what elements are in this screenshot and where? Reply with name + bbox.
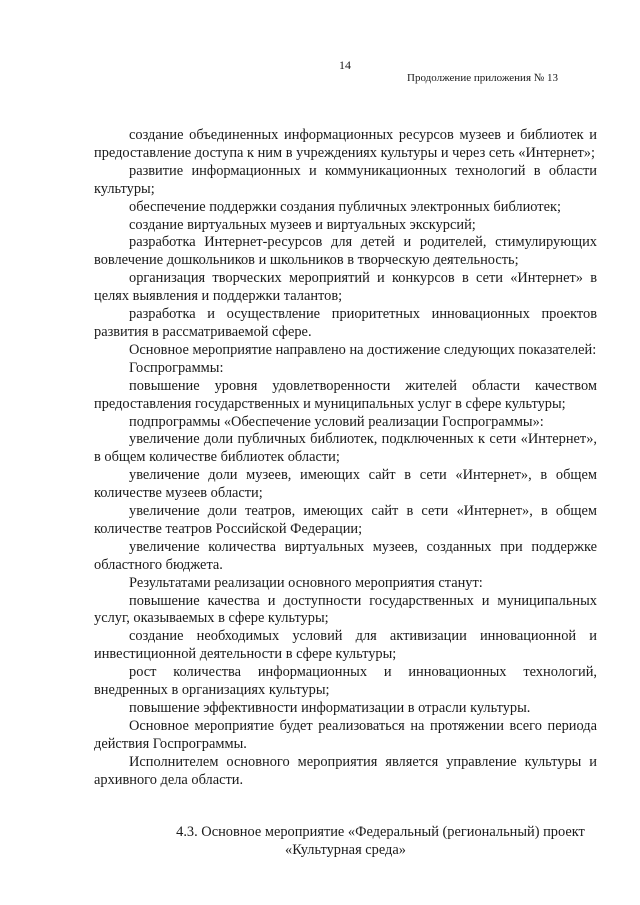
section-heading-line-2: «Культурная среда» — [285, 842, 406, 858]
paragraph: рост количества информационных и инновационных технологий, внедренных в организациях культуры; — [94, 664, 597, 699]
paragraph: Исполнителем основного мероприятия является управление культуры и архивного дела области. — [94, 753, 597, 788]
page-number: 14 — [339, 58, 351, 72]
paragraph: увеличение доли театров, имеющих сайт в сети «Интернет», в общем количестве театров Российской Федерации; — [94, 503, 597, 537]
section-heading — [94, 823, 597, 859]
paragraph: подпрограммы «Обеспечение условий реализации Госпрограммы»: — [129, 413, 544, 430]
paragraph: создание виртуальных музеев и виртуальных экскурсий; — [129, 216, 476, 233]
paragraph: Основное мероприятие направлено на достижение следующих показателей: — [129, 341, 597, 358]
paragraph: повышение уровня удовлетворенности жителей области качеством предоставления государственных и муниципальных услуг в сфере культуры; — [94, 377, 597, 412]
document-body — [94, 127, 597, 790]
paragraph: создание объединенных информационных ресурсов музеев и библиотек и предоставление доступа к ним в учреждениях культуры и через сеть «Интернет»; — [94, 127, 597, 161]
paragraph: повышение качества и доступности государственных и муниципальных услуг, оказываемых в сфере культуры; — [94, 592, 597, 627]
paragraph: развитие информационных и коммуникационных технологий в области культуры; — [94, 162, 597, 197]
paragraph: обеспечение поддержки создания публичных электронных библиотек; — [129, 198, 561, 215]
paragraph: создание необходимых условий для активизации инновационной и инвестиционной деятельности в сфере культуры; — [94, 628, 597, 663]
paragraph: увеличение количества виртуальных музеев, созданных при поддержке областного бюджета. — [94, 538, 597, 573]
paragraph: увеличение доли музеев, имеющих сайт в сети «Интернет», в общем количестве музеев области; — [94, 467, 597, 502]
paragraph: разработка и осуществление приоритетных инновационных проектов развития в рассматриваемой сфере. — [94, 306, 597, 340]
paragraph: Результатами реализации основного мероприятия станут: — [129, 574, 483, 591]
paragraph: разработка Интернет-ресурсов для детей и родителей, стимулирующих вовлечение дошкольников и школьников в творческую деятельность; — [94, 234, 597, 269]
paragraph: повышение эффективности информатизации в отрасли культуры. — [129, 700, 531, 716]
paragraph: Госпрограммы: — [129, 359, 224, 376]
paragraph: организация творческих мероприятий и конкурсов в сети «Интернет» в целях выявления и поддержки талантов; — [94, 270, 597, 305]
paragraph: увеличение доли публичных библиотек, подключенных к сети «Интернет», в общем количестве библиотек области; — [94, 431, 597, 466]
paragraph: Основное мероприятие будет реализоваться на протяжении всего периода действия Госпрограммы. — [94, 717, 597, 752]
appendix-continuation-note: Продолжение приложения № 13 — [407, 72, 558, 84]
section-heading-line-1: 4.3. Основное мероприятие «Федеральный (региональный) проект — [176, 824, 585, 840]
